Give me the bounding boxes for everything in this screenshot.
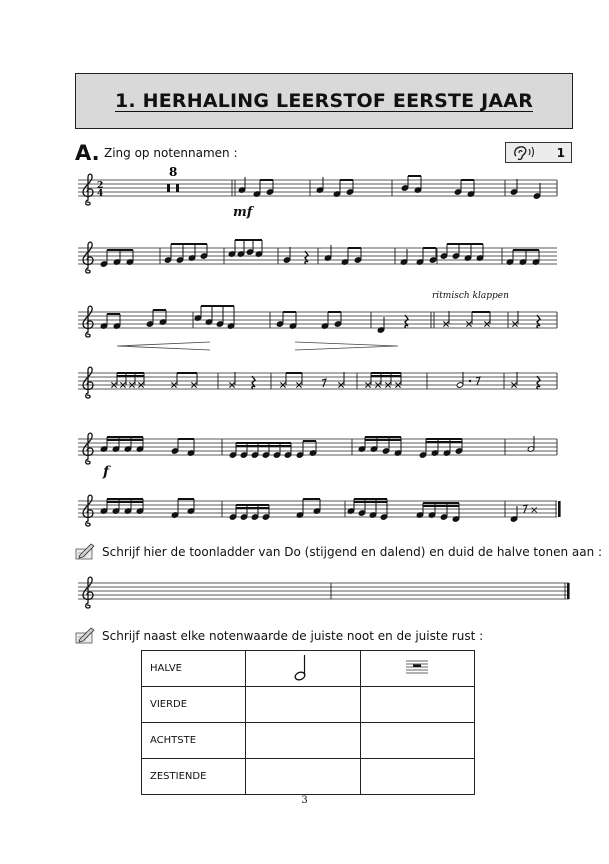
multi-rest-count: 8 xyxy=(169,165,178,179)
staff-system-1 xyxy=(78,180,557,196)
half-rest-cell[interactable] xyxy=(360,651,474,687)
treble-clef-path xyxy=(83,495,93,526)
values-instruction: Schrijf naast elke notenwaarde de juiste noot en de juiste rust : xyxy=(102,629,484,643)
section-instruction: Zing op notennamen : xyxy=(104,146,238,160)
table-row xyxy=(142,723,475,759)
answer-cell[interactable] xyxy=(360,687,474,723)
treble-clef-icon xyxy=(83,174,93,205)
eighth-rest-icon xyxy=(322,379,326,387)
answer-cell[interactable] xyxy=(246,723,360,759)
treble-clef-icon xyxy=(83,433,93,464)
staff-system-4 xyxy=(78,373,557,389)
treble-clef-path xyxy=(83,306,93,337)
row-label: ACHTSTE xyxy=(142,723,246,759)
audio-track-number: 1 xyxy=(556,145,565,160)
values-instruction-row xyxy=(74,627,483,645)
half-note-icon xyxy=(293,652,313,682)
staff-system-5 xyxy=(78,439,557,455)
treble-clef-path xyxy=(83,433,93,464)
treble-clef-icon xyxy=(83,242,93,273)
treble-clef-path xyxy=(83,577,93,608)
time-signature-top: 2 xyxy=(97,181,104,191)
table-row xyxy=(142,687,475,723)
row-label: VIERDE xyxy=(142,687,246,723)
answer-cell[interactable] xyxy=(246,759,360,795)
treble-clef-icon xyxy=(83,367,93,398)
time-signature xyxy=(97,181,103,199)
multi-rest-block xyxy=(176,184,179,192)
treble-clef-icon xyxy=(83,577,93,608)
row-label: HALVE xyxy=(142,651,246,687)
quarter-rest-icon xyxy=(405,315,408,328)
quarter-rest-icon xyxy=(252,376,255,389)
scale-staff xyxy=(78,583,569,599)
table-row xyxy=(142,651,475,687)
note-values-table xyxy=(141,650,475,795)
quarter-rest-icon xyxy=(305,251,308,264)
treble-clef-path xyxy=(83,367,93,398)
scale-instruction: Schrijf hier de toonladder van Do (stijgend en dalend) en duid de halve tonen aan : xyxy=(102,545,603,559)
final-barline xyxy=(567,583,570,599)
page-title: 1. HERHALING LEERSTOF EERSTE JAAR xyxy=(114,90,534,112)
page-number: 3 xyxy=(301,795,308,806)
treble-clef-path xyxy=(83,174,93,205)
treble-clef-path xyxy=(83,242,93,273)
rhythm-annotation: ritmisch klappen xyxy=(432,291,509,301)
scale-instruction-row xyxy=(74,543,602,561)
treble-clef-icon xyxy=(83,495,93,526)
breath-mark: × xyxy=(530,505,539,516)
answer-cell[interactable] xyxy=(360,723,474,759)
half-rest-icon xyxy=(404,657,430,677)
row-label: ZESTIENDE xyxy=(142,759,246,795)
treble-clef-icon xyxy=(83,306,93,337)
quarter-rest-icon xyxy=(537,376,540,389)
crescendo-hairpin xyxy=(117,342,210,350)
pencil-icon xyxy=(74,543,96,561)
table-row xyxy=(142,759,475,795)
quarter-rest-icon xyxy=(537,315,540,328)
half-note-cell[interactable] xyxy=(246,651,360,687)
staff-system-2 xyxy=(78,248,557,264)
answer-cell[interactable] xyxy=(360,759,474,795)
answer-cell[interactable] xyxy=(246,687,360,723)
decrescendo-hairpin xyxy=(295,342,398,350)
time-signature-bottom: 4 xyxy=(97,189,104,199)
section-letter: A. xyxy=(75,141,100,165)
multi-rest-block xyxy=(167,184,170,192)
pencil-icon xyxy=(74,627,96,645)
final-barline xyxy=(558,501,561,517)
dynamic-marking-mf: mf xyxy=(233,205,253,220)
dynamic-marking-f: f xyxy=(103,464,110,480)
augmentation-dot xyxy=(469,380,471,382)
